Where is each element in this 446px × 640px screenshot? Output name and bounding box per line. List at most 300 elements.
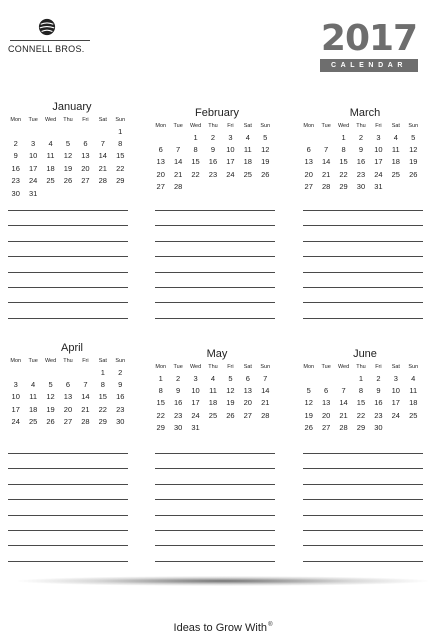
day-cell: 17 <box>391 398 400 408</box>
day-cell: 3 <box>376 132 381 142</box>
note-line[interactable] <box>303 242 423 257</box>
day-cell: 28 <box>339 423 348 433</box>
note-line[interactable] <box>155 288 275 303</box>
day-cell: 21 <box>261 398 270 408</box>
day-cell: 9 <box>176 386 181 396</box>
day-cell: 22 <box>156 410 165 420</box>
note-line[interactable] <box>303 546 423 561</box>
day-cell: 28 <box>173 182 183 192</box>
note-line[interactable] <box>303 226 423 241</box>
day-cell <box>335 372 352 384</box>
day-cell: 5 <box>65 139 71 149</box>
day-cell <box>24 366 41 378</box>
day-cell: 23 <box>374 410 383 420</box>
note-line[interactable] <box>8 469 128 484</box>
day-cell: 27 <box>156 182 165 192</box>
day-cell: 4 <box>393 132 398 142</box>
day-cell: 27 <box>321 423 331 433</box>
day-cell <box>300 131 317 143</box>
day-cell <box>405 422 422 434</box>
day-cell <box>187 181 204 193</box>
day-cell: 12 <box>409 145 418 155</box>
day-cell: 22 <box>98 404 107 414</box>
day-cell: 26 <box>63 176 73 186</box>
day-cell: 23 <box>208 169 218 179</box>
day-cell: 3 <box>31 139 36 149</box>
day-cell: 10 <box>374 145 383 155</box>
day-cell: 25 <box>46 176 55 186</box>
day-cell <box>77 366 94 378</box>
day-cell: 23 <box>173 410 183 420</box>
day-cell <box>204 422 221 434</box>
globe-icon <box>38 18 56 36</box>
day-cell: 29 <box>156 423 165 433</box>
day-cell: 8 <box>158 386 163 396</box>
weekday-header: Sun <box>408 122 419 129</box>
note-line[interactable] <box>155 500 275 515</box>
day-cell: 30 <box>173 423 183 433</box>
day-cell: 22 <box>339 169 348 179</box>
day-cell: 15 <box>339 157 348 167</box>
day-cell: 29 <box>339 182 348 192</box>
weekday-header: Sun <box>260 122 271 129</box>
month-february <box>152 106 282 193</box>
note-lines <box>155 210 275 319</box>
note-line[interactable] <box>303 273 423 288</box>
day-cell: 2 <box>210 132 216 142</box>
day-cell: 14 <box>261 386 270 396</box>
day-cell: 30 <box>116 417 125 427</box>
weekday-header: Wed <box>337 122 350 129</box>
day-cell: 24 <box>391 410 400 420</box>
day-cell: 6 <box>65 380 71 390</box>
day-cell: 15 <box>356 398 366 408</box>
note-line[interactable] <box>8 485 128 500</box>
day-cell: 16 <box>11 163 20 173</box>
day-cell <box>317 372 334 384</box>
day-cell: 10 <box>226 145 235 155</box>
day-cell: 15 <box>116 151 125 161</box>
day-cell: 24 <box>28 176 38 186</box>
day-cell: 1 <box>358 373 364 383</box>
weekday-header: Tue <box>28 357 38 364</box>
note-line[interactable] <box>303 303 423 318</box>
day-cell: 29 <box>356 423 366 433</box>
day-cell: 23 <box>356 169 366 179</box>
weekday-header: Fri <box>82 357 89 364</box>
day-cell: 1 <box>341 132 346 142</box>
day-cell: 26 <box>226 410 235 420</box>
day-cell: 2 <box>118 367 123 377</box>
weekday-header: Fri <box>82 116 89 123</box>
day-cell: 16 <box>374 398 383 408</box>
weekday-header: Tue <box>28 116 38 123</box>
day-cell <box>7 125 24 137</box>
day-cell: 18 <box>391 157 400 167</box>
note-line[interactable] <box>8 211 128 226</box>
weekday-header: Mon <box>10 357 22 364</box>
day-cell: 14 <box>339 398 348 408</box>
day-cell: 5 <box>263 132 268 142</box>
month-grid <box>7 114 129 199</box>
day-cell: 1 <box>158 373 163 383</box>
day-cell: 17 <box>28 163 38 173</box>
note-line[interactable] <box>8 546 128 561</box>
day-cell: 5 <box>48 380 53 390</box>
day-cell: 9 <box>13 151 18 161</box>
month-grid <box>152 120 274 193</box>
day-cell: 16 <box>208 157 218 167</box>
day-cell <box>239 422 256 434</box>
day-cell: 5 <box>306 386 311 396</box>
day-cell: 15 <box>98 392 107 402</box>
day-cell <box>94 125 111 137</box>
note-line[interactable] <box>303 531 423 546</box>
day-cell: 10 <box>11 392 20 402</box>
day-cell: 25 <box>208 410 218 420</box>
day-cell: 7 <box>263 373 268 383</box>
day-cell <box>42 366 59 378</box>
day-cell <box>112 187 129 199</box>
day-cell: 4 <box>48 139 53 149</box>
brand-logo <box>8 18 94 62</box>
day-cell: 22 <box>356 410 366 420</box>
day-cell: 16 <box>356 157 366 167</box>
day-cell: 9 <box>376 386 381 396</box>
day-cell: 19 <box>261 157 270 167</box>
day-cell: 3 <box>228 132 233 142</box>
weekday-header: Mon <box>155 122 167 129</box>
note-lines <box>303 453 423 562</box>
day-cell: 24 <box>11 417 20 427</box>
note-line[interactable] <box>155 273 275 288</box>
weekday-header: Thu <box>63 116 73 123</box>
day-cell: 6 <box>306 145 311 155</box>
day-cell: 28 <box>81 417 90 427</box>
note-line[interactable] <box>303 485 423 500</box>
day-cell <box>222 181 239 193</box>
day-cell: 23 <box>11 176 20 186</box>
day-cell: 27 <box>81 176 90 186</box>
day-cell: 25 <box>243 169 252 179</box>
day-cell <box>42 187 59 199</box>
day-cell: 6 <box>83 139 88 149</box>
day-cell: 31 <box>374 182 383 192</box>
day-cell: 16 <box>173 398 183 408</box>
day-cell: 13 <box>63 392 73 402</box>
day-cell <box>300 372 317 384</box>
weekday-header: Fri <box>375 363 382 370</box>
note-lines <box>155 453 275 562</box>
month-name: June <box>353 348 377 360</box>
day-cell: 11 <box>409 386 418 396</box>
day-cell: 19 <box>46 404 55 414</box>
day-cell: 3 <box>13 380 18 390</box>
day-cell: 17 <box>11 404 20 414</box>
day-cell: 20 <box>321 410 331 420</box>
day-cell: 12 <box>226 386 235 396</box>
weekday-header: Mon <box>155 363 167 370</box>
day-cell: 6 <box>324 386 329 396</box>
weekday-header: Sat <box>243 122 252 129</box>
day-cell: 28 <box>98 176 107 186</box>
day-cell: 7 <box>100 139 105 149</box>
note-line[interactable] <box>155 469 275 484</box>
note-line[interactable] <box>155 211 275 226</box>
calendar-label: CALENDAR <box>320 59 418 72</box>
day-cell <box>239 181 256 193</box>
day-cell: 26 <box>409 169 418 179</box>
day-cell <box>257 422 274 434</box>
day-cell <box>42 125 59 137</box>
day-cell: 14 <box>173 157 183 167</box>
day-cell: 11 <box>243 145 252 155</box>
weekday-header: Tue <box>321 363 331 370</box>
day-cell <box>94 187 111 199</box>
day-cell: 13 <box>304 157 313 167</box>
day-cell <box>59 125 76 137</box>
month-name: March <box>349 107 381 119</box>
day-cell: 21 <box>339 410 348 420</box>
weekday-header: Sun <box>260 363 271 370</box>
day-cell: 1 <box>100 367 105 377</box>
day-cell: 27 <box>243 410 252 420</box>
day-cell: 18 <box>243 157 252 167</box>
day-cell: 7 <box>324 145 329 155</box>
day-cell: 3 <box>193 373 198 383</box>
weekday-header: Thu <box>208 122 218 129</box>
logo-rule <box>10 40 90 41</box>
weekday-header: Sun <box>115 116 126 123</box>
day-cell: 7 <box>83 380 88 390</box>
day-cell: 6 <box>158 145 163 155</box>
day-cell: 29 <box>116 176 125 186</box>
day-cell: 4 <box>210 373 216 383</box>
weekday-header: Sun <box>115 357 126 364</box>
day-cell: 1 <box>118 126 123 136</box>
day-cell: 4 <box>31 380 36 390</box>
day-cell <box>222 422 239 434</box>
weekday-header: Fri <box>227 122 234 129</box>
day-cell: 20 <box>243 398 252 408</box>
day-cell: 26 <box>261 169 270 179</box>
day-cell: 28 <box>261 410 270 420</box>
weekday-header: Fri <box>227 363 234 370</box>
day-cell <box>257 181 274 193</box>
day-cell: 9 <box>358 145 364 155</box>
day-cell: 16 <box>116 392 125 402</box>
month-grid <box>152 361 274 434</box>
day-cell: 10 <box>191 386 200 396</box>
note-line[interactable] <box>155 242 275 257</box>
day-cell: 12 <box>261 145 270 155</box>
note-line[interactable] <box>155 303 275 318</box>
month-january <box>7 100 137 199</box>
day-cell: 5 <box>411 132 416 142</box>
weekday-header: Thu <box>356 122 366 129</box>
note-line[interactable] <box>8 454 128 469</box>
day-cell: 22 <box>191 169 200 179</box>
day-cell: 17 <box>374 157 383 167</box>
day-cell: 12 <box>46 392 55 402</box>
note-line[interactable] <box>303 257 423 272</box>
day-cell: 8 <box>100 380 105 390</box>
day-cell <box>7 366 24 378</box>
note-line[interactable] <box>303 469 423 484</box>
day-cell: 25 <box>409 410 418 420</box>
day-cell: 22 <box>116 163 125 173</box>
day-cell: 31 <box>28 188 38 198</box>
month-april <box>7 341 137 428</box>
day-cell: 5 <box>228 373 233 383</box>
day-cell: 25 <box>28 417 38 427</box>
day-cell: 20 <box>63 404 73 414</box>
note-line[interactable] <box>155 226 275 241</box>
day-cell: 11 <box>209 386 217 396</box>
note-line[interactable] <box>8 303 128 318</box>
day-cell: 17 <box>226 157 235 167</box>
day-cell: 6 <box>245 373 250 383</box>
day-cell: 2 <box>176 373 181 383</box>
day-cell <box>152 131 169 143</box>
weekday-header: Tue <box>321 122 331 129</box>
day-cell: 26 <box>304 423 313 433</box>
day-cell: 14 <box>81 392 90 402</box>
day-cell: 17 <box>191 398 200 408</box>
note-line[interactable] <box>303 288 423 303</box>
day-cell: 9 <box>210 145 216 155</box>
day-cell: 19 <box>226 398 235 408</box>
note-line[interactable] <box>155 531 275 546</box>
weekday-header: Tue <box>173 122 183 129</box>
weekday-header: Thu <box>63 357 73 364</box>
footer-divider <box>18 576 428 586</box>
month-name: January <box>52 101 92 113</box>
day-cell: 11 <box>46 151 55 161</box>
day-cell: 13 <box>243 386 252 396</box>
weekday-header: Sat <box>391 363 400 370</box>
note-line[interactable] <box>8 242 128 257</box>
day-cell <box>77 125 94 137</box>
note-line[interactable] <box>155 454 275 469</box>
day-cell: 18 <box>46 163 55 173</box>
day-cell: 26 <box>46 417 55 427</box>
day-cell: 8 <box>341 145 346 155</box>
month-name: May <box>206 348 228 360</box>
day-cell: 2 <box>376 373 381 383</box>
note-line[interactable] <box>8 257 128 272</box>
weekday-header: Tue <box>173 363 183 370</box>
day-cell: 10 <box>391 386 400 396</box>
weekday-header: Sat <box>391 122 400 129</box>
month-may <box>152 347 282 434</box>
day-cell: 7 <box>176 145 181 155</box>
month-name: February <box>194 107 240 119</box>
weekday-header: Sat <box>98 357 107 364</box>
month-march <box>300 106 430 193</box>
day-cell <box>387 181 404 193</box>
day-cell <box>59 366 76 378</box>
day-cell: 27 <box>63 417 73 427</box>
day-cell: 24 <box>191 410 200 420</box>
note-line[interactable] <box>155 516 275 531</box>
day-cell: 1 <box>193 132 198 142</box>
tagline-text: Ideas to Grow With <box>173 622 268 634</box>
day-cell: 10 <box>28 151 38 161</box>
day-cell: 8 <box>118 139 123 149</box>
day-cell: 15 <box>191 157 200 167</box>
day-cell: 15 <box>156 398 165 408</box>
weekday-header: Fri <box>375 122 382 129</box>
day-cell <box>387 422 404 434</box>
day-cell: 14 <box>98 151 107 161</box>
day-cell: 18 <box>208 398 218 408</box>
note-lines <box>8 453 128 562</box>
day-cell <box>169 131 186 143</box>
weekday-header: Mon <box>303 363 315 370</box>
day-cell: 21 <box>321 169 331 179</box>
note-line[interactable] <box>155 257 275 272</box>
weekday-header: Thu <box>208 363 218 370</box>
weekday-header: Sat <box>243 363 252 370</box>
day-cell: 28 <box>321 182 331 192</box>
day-cell: 2 <box>358 132 364 142</box>
day-cell <box>24 125 41 137</box>
day-cell: 14 <box>321 157 331 167</box>
note-lines <box>303 210 423 319</box>
note-line[interactable] <box>303 211 423 226</box>
note-line[interactable] <box>155 546 275 561</box>
note-line[interactable] <box>8 226 128 241</box>
note-line[interactable] <box>303 516 423 531</box>
day-cell: 20 <box>304 169 313 179</box>
day-cell: 23 <box>116 404 125 414</box>
day-cell <box>204 181 221 193</box>
day-cell: 4 <box>245 132 250 142</box>
note-line[interactable] <box>155 485 275 500</box>
day-cell: 11 <box>29 392 38 402</box>
day-cell: 12 <box>63 151 73 161</box>
day-cell: 2 <box>13 139 18 149</box>
month-grid <box>300 361 422 434</box>
note-line[interactable] <box>303 454 423 469</box>
day-cell: 13 <box>321 398 331 408</box>
note-line[interactable] <box>8 531 128 546</box>
weekday-header: Thu <box>356 363 366 370</box>
day-cell: 29 <box>98 417 107 427</box>
note-line[interactable] <box>8 516 128 531</box>
day-cell: 11 <box>391 145 400 155</box>
day-cell: 30 <box>374 423 383 433</box>
note-line[interactable] <box>8 273 128 288</box>
day-cell: 18 <box>409 398 418 408</box>
weekday-header: Wed <box>337 363 350 370</box>
weekday-header: Wed <box>189 122 202 129</box>
weekday-header: Mon <box>10 116 22 123</box>
note-line[interactable] <box>8 288 128 303</box>
month-name: April <box>60 342 83 354</box>
note-line[interactable] <box>303 500 423 515</box>
brand-name: CONNELL BROS. <box>8 44 85 54</box>
month-grid <box>7 355 129 428</box>
day-cell <box>77 187 94 199</box>
day-cell: 27 <box>304 182 313 192</box>
day-cell: 8 <box>193 145 198 155</box>
weekday-header: Wed <box>44 357 57 364</box>
weekday-header: Wed <box>189 363 202 370</box>
day-cell <box>317 131 334 143</box>
note-line[interactable] <box>8 500 128 515</box>
